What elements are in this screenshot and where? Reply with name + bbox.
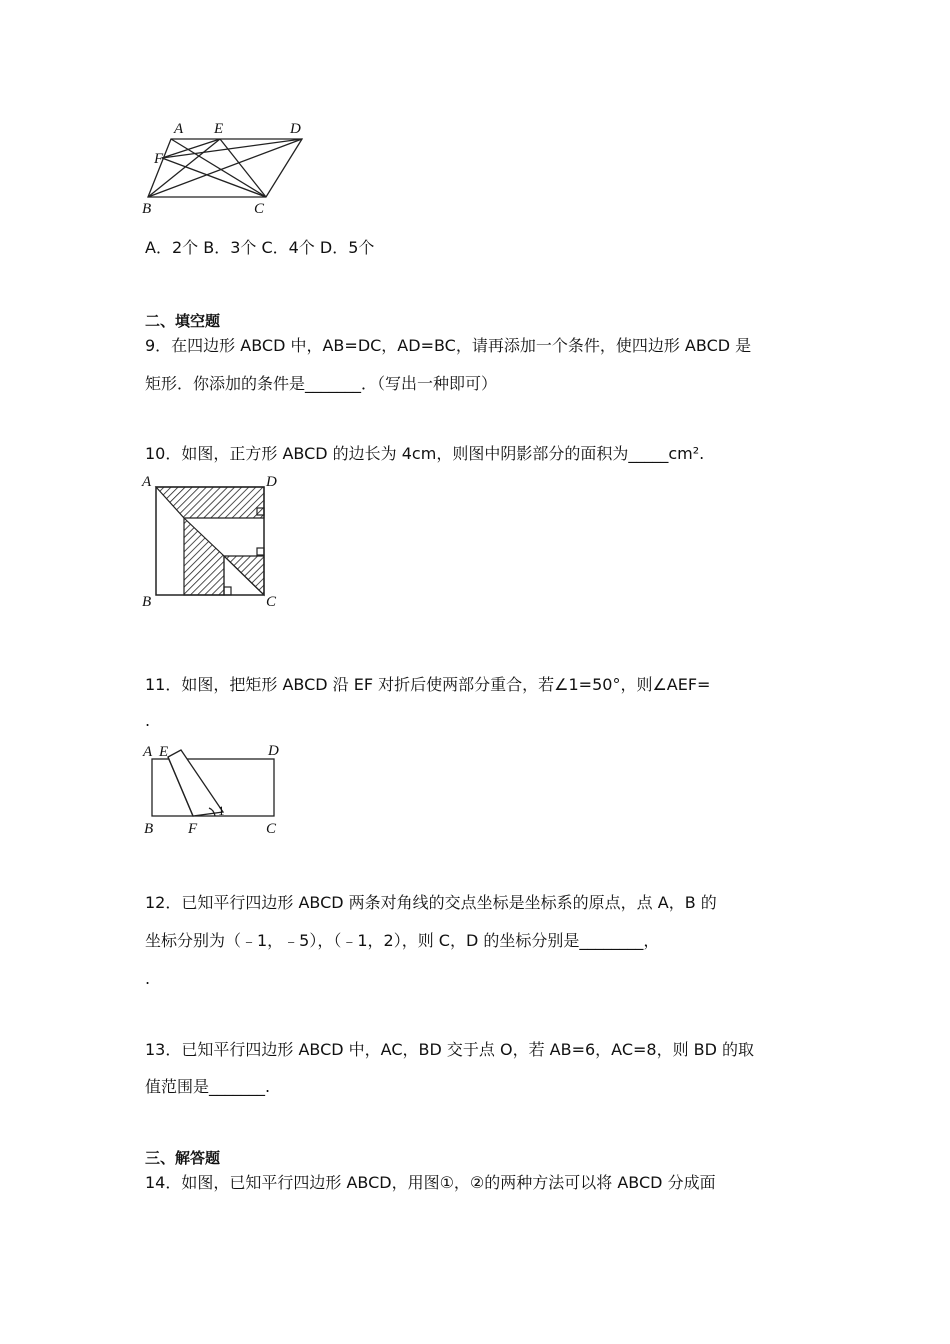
shaded-region-middle	[184, 518, 224, 595]
q13-line-2: 值范围是_______.	[145, 1077, 271, 1096]
q14-line-1: 14．如图，已知平行四边形 ABCD，用图①，②的两种方法可以将 ABCD 分成面	[145, 1173, 716, 1192]
label-e: E	[159, 744, 169, 760]
shaded-region-top	[156, 487, 264, 518]
label-c: C	[266, 594, 277, 610]
section-title-fill-in: 二、填空题	[145, 312, 221, 330]
q10-line-1: 10．如图，正方形 ABCD 的边长为 4cm，则图中阴影部分的面积为_____cm².	[145, 444, 705, 463]
parallelogram-figure-q8	[138, 118, 318, 218]
square-figure-q10	[138, 470, 288, 615]
label-b: B	[142, 201, 152, 217]
diagonal-ac	[171, 139, 266, 197]
segment-eb	[148, 139, 220, 197]
diagonal-bd	[148, 139, 302, 197]
q9-line-2: 矩形．你添加的条件是_______．（写出一种即可）	[145, 374, 498, 393]
segment-fe	[162, 139, 220, 158]
section-title-answer: 三、解答题	[145, 1149, 221, 1167]
label-d: D	[290, 121, 301, 137]
label-c: C	[266, 821, 277, 837]
q11-line-2: .	[145, 711, 151, 730]
label-angle-1: 1	[218, 803, 225, 818]
folded-rectangle-figure-q11	[138, 738, 288, 838]
label-b: B	[144, 821, 154, 837]
label-f: F	[188, 821, 198, 837]
q9-line-1: 9．在四边形 ABCD 中，AB=DC，AD=BC，请再添加一个条件，使四边形 ABCD 是	[145, 336, 752, 355]
q11-line-1: 11．如图，把矩形 ABCD 沿 EF 对折后使两部分重合，若∠1=50°，则∠AEF=	[145, 675, 711, 694]
label-a: A	[143, 744, 153, 760]
label-a: A	[142, 474, 152, 490]
folded-flap	[168, 750, 223, 816]
label-b: B	[142, 594, 152, 610]
right-angle-mark-3	[224, 587, 231, 595]
right-angle-mark-2	[257, 548, 264, 555]
label-c: C	[254, 201, 265, 217]
q8-options: A．2个 B．3个 C．4个 D．5个	[145, 238, 375, 257]
label-d: D	[266, 474, 277, 490]
q13-line-1: 13．已知平行四边形 ABCD 中，AC，BD 交于点 O，若 AB=6，AC=8，则 BD 的取	[145, 1040, 755, 1059]
label-a: A	[174, 121, 184, 137]
q12-line-2: 坐标分别为（﹣1，﹣5），（﹣1，2），则 C，D 的坐标分别是________，	[145, 931, 660, 950]
label-f: F	[154, 151, 164, 167]
label-d: D	[268, 743, 279, 759]
q12-line-1: 12．已知平行四边形 ABCD 两条对角线的交点坐标是坐标系的原点，点 A，B 的	[145, 893, 717, 912]
q12-line-3: .	[145, 969, 151, 988]
label-e: E	[214, 121, 224, 137]
